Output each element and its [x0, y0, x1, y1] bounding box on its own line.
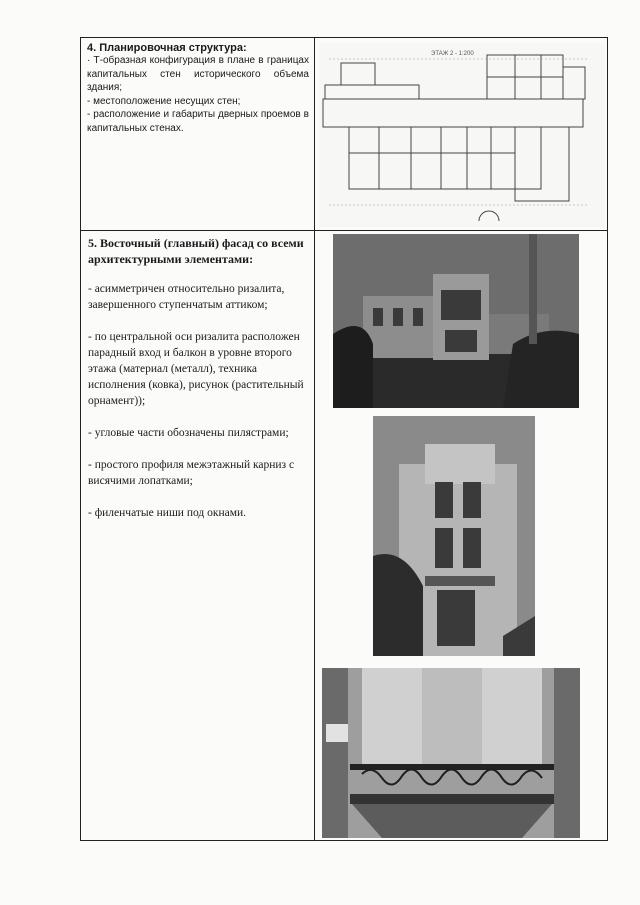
section-5-item: - по центральной оси ризалита расположен парадный вход и балкон в уровне второго этажа (материал (металл), техника исполнения (ковка), рисунок (растительный орнамент)); [88, 331, 304, 407]
section-5-title: 5. Восточный (главный) фасад со всеми архитектурными элементами: [88, 236, 304, 266]
section-4-item: - расположение и габариты дверных проемов в капитальных стенах. [87, 109, 309, 134]
attributes-table [80, 37, 608, 841]
facade-photo [333, 234, 579, 408]
section-5-item: - асимметричен относительно ризалита, завершенного ступенчатым аттиком; [88, 283, 285, 311]
section-5-item: - филенчатые ниши под окнами. [88, 507, 247, 519]
balcony-photo [322, 668, 580, 838]
section-5-item: - угловые части обозначены пилястрами; [88, 427, 289, 439]
plan-caption: ЭТАЖ 2 - 1:200 [431, 51, 474, 57]
floor-plan-drawing [319, 43, 605, 227]
section-5-list [88, 281, 312, 521]
section-4-cell [87, 42, 309, 136]
section-4-item: - местоположение несущих стен; [87, 95, 241, 107]
section-5-cell [88, 235, 312, 537]
section-4-list [87, 54, 309, 136]
row-divider [81, 230, 607, 231]
section-4-item: · Т-образная конфигурация в плане в границах капитальных стен исторического объема здания; [87, 55, 309, 94]
section-4-title: 4. Планировочная структура: [87, 42, 247, 54]
risalit-photo [373, 416, 535, 656]
section-5-item: - простого профиля межэтажный карниз с висячими лопатками; [88, 459, 295, 487]
column-divider [314, 38, 315, 840]
